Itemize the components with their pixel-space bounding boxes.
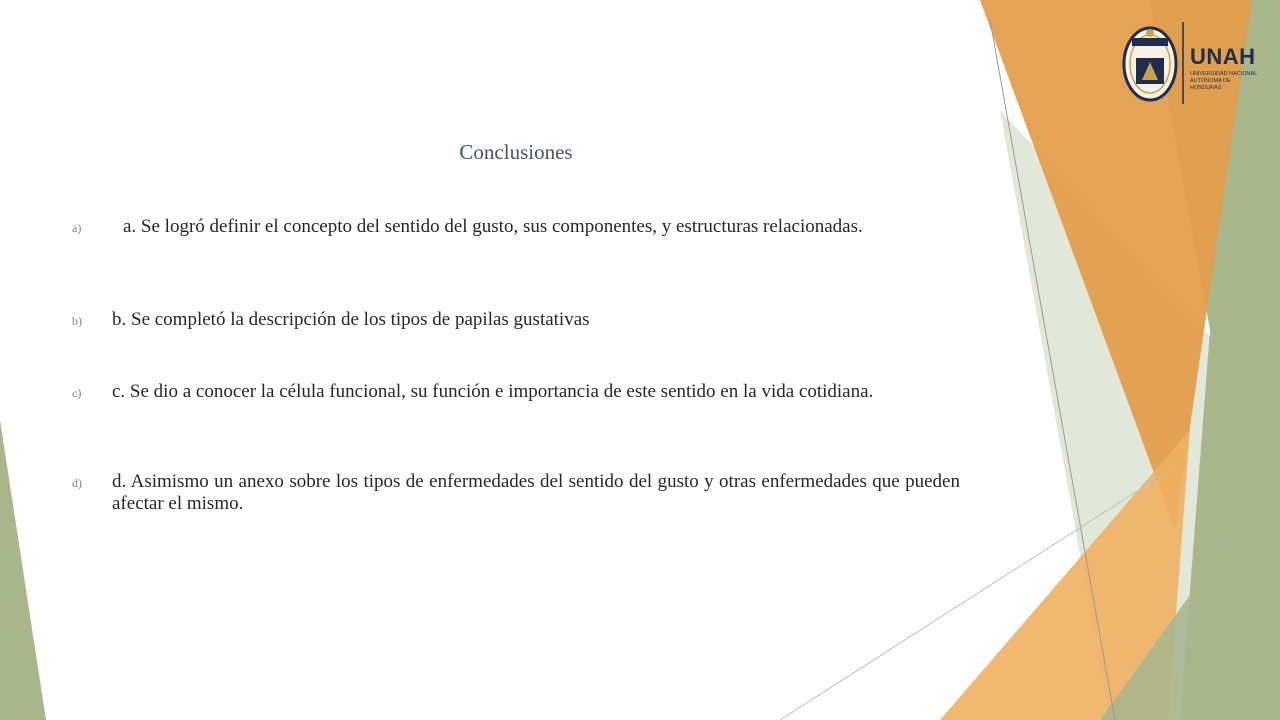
list-item-text: a. Se logró definir el concepto del sentido del gusto, sus componentes, y estructuras relacionadas. xyxy=(123,216,863,237)
list-item xyxy=(72,309,960,331)
list-item-text: b. Se completó la descripción de los tipos de papilas gustativas xyxy=(112,309,590,330)
list-marker: a) xyxy=(72,221,82,235)
unah-subtitle xyxy=(1190,71,1260,92)
list-item-text: c. Se dio a conocer la célula funcional, su función e importancia de este sentido en la vida cotidiana. xyxy=(112,381,874,402)
list-item-text: d. Asimismo un anexo sobre los tipos de enfermedades del sentido del gusto y otras enfermedades que pueden afectar el mismo. xyxy=(112,471,960,514)
unah-subtitle-line1: UNIVERSIDAD NACIONAL xyxy=(1190,71,1258,77)
unah-subtitle-line2: AUTÓNOMA DE HONDURAS xyxy=(1190,78,1231,91)
seal-sun xyxy=(1146,29,1154,37)
unah-wordmark: UNAH xyxy=(1190,44,1256,69)
list-marker: d) xyxy=(72,476,82,490)
slide-title: Conclusiones xyxy=(459,140,573,164)
seal-band xyxy=(1132,38,1168,46)
list-marker: b) xyxy=(72,314,82,328)
list-item xyxy=(72,471,960,515)
list-item xyxy=(72,381,960,403)
list-item xyxy=(72,216,960,238)
list-marker: c) xyxy=(72,386,82,400)
